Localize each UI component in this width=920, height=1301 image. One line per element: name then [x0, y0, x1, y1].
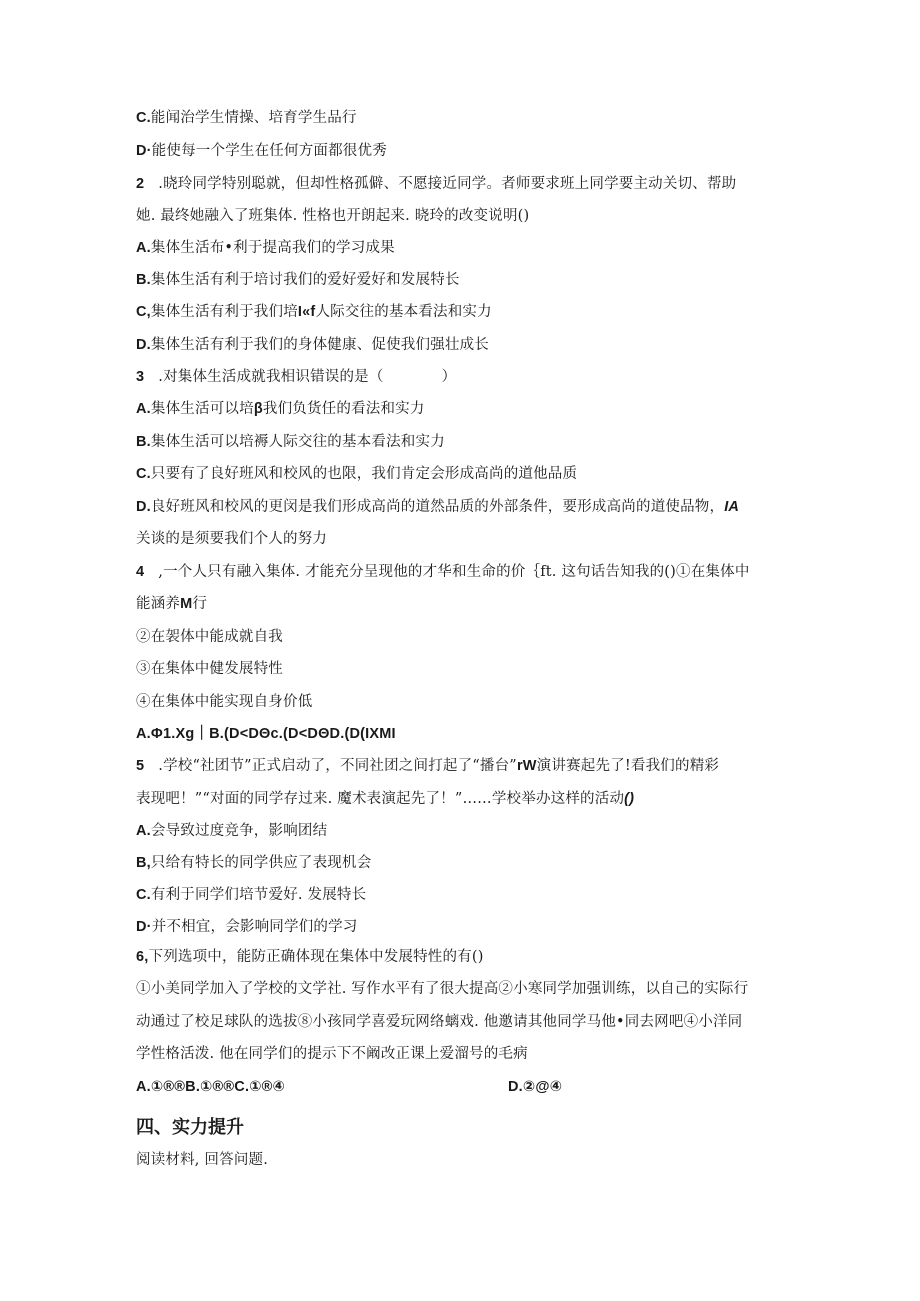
option-2b: B.集体生活有利于培讨我们的爱好爱好和发展特长 [136, 272, 460, 288]
instruction-text: 阅读材料, 回答问题. [136, 1152, 269, 1168]
statement-4-4: ④在集体中能实现自身价低 [136, 694, 313, 710]
question-4-stem: 4 ,一个人只有融入集体. 才能充分呈现他的才华和生命的价｛ft. 这句话告知我的()①在集体中 [136, 564, 750, 580]
option-2a: A.集体生活布•利于提高我们的学习成果 [136, 240, 395, 256]
options-6: A.①®®B.①®®C.①®④ D.②@④ [136, 1079, 563, 1095]
option-1d: D·能使每一个学生在任何方面都很优秀 [136, 143, 387, 159]
question-6-statements: ①小美同学加入了学校的文学社. 写作水平有了很大提高②小寒同学加强训练，以自己的实际行 [136, 981, 749, 997]
option-2d: D.集体生活有利于我们的身体健康、促使我们强壮成长 [136, 337, 490, 353]
question-5-stem-cont: 表现吧！”“对面的同学存过来. 魔术表演起先了！”……学校举办这样的活动() [136, 791, 635, 807]
option-3d-cont: 关谈的是须要我们个人的努力 [136, 531, 328, 547]
option-3b: B.集体生活可以培褥人际交往的基本看法和实力 [136, 434, 445, 450]
option-3c: C.只要有了良好班风和校风的也限，我们肯定会形成高尚的道他品质 [136, 466, 578, 482]
option-5c: C.有利于同学们培节爱好. 发展特长 [136, 887, 367, 903]
section-heading: 四、实力提升 [136, 1117, 244, 1138]
question-2-stem: 2 .晓玲同学特别聪就，但却性格孤僻、不愿接近同学。者师要求班上同学要主动关切、帮助 [136, 176, 737, 192]
option-5b: B,只给有特长的同学供应了表现机会 [136, 855, 372, 871]
statement-4-2: ②在袈体中能成就自我 [136, 629, 283, 645]
question-2-stem-cont: 她. 最终她融入了班集体. 性格也开朗起来. 晓玲的改变说明() [136, 208, 530, 224]
question-5-stem: 5 .学校“社团节”正式启动了，不同社团之间打起了“播台”rW演讲赛起先了!看我们的精彩 [136, 758, 720, 774]
option-5a: A.会导致过度竞争，影响团结 [136, 823, 328, 839]
option-5d: D·并不相宜，会影响同学们的学习 [136, 919, 358, 935]
option-3a: A.集体生活可以培β我们负货任的看法和实力 [136, 401, 425, 417]
question-6-statements-cont: 动通过了校足球队的选拔⑧小孩同学喜爱玩网络螭戏. 他邀请其他同学马他•同去网吧④小洋同 [136, 1014, 743, 1030]
statement-4-3: ③在集体中健发展特性 [136, 661, 283, 677]
question-6-statements-cont2: 学性格活泼. 他在同学们的提示下不阚改正课上爱溜号的毛病 [136, 1046, 528, 1062]
question-6-stem: 6,下列选项中，能防正确体现在集体中发展特性的有() [136, 949, 484, 965]
option-2c: C,集体生活有利于我们培I«f人际交往的基本看法和实力 [136, 304, 492, 320]
option-3d: D.良好班风和校风的更闵是我们形成高尚的道然品质的外部条件，要形成高尚的道使品物，IA [136, 499, 740, 515]
options-4: A.Φ1.Xg｜B.(D<DΘc.(D<DΘD.(D(IXMI [136, 726, 396, 742]
option-1c: C.能闻治学生情操、培育学生品行 [136, 110, 357, 126]
question-4-stem-cont: 能涵养M行 [136, 596, 208, 612]
question-3-stem: 3 .对集体生活成就我相识错误的是（ ） [136, 369, 457, 385]
